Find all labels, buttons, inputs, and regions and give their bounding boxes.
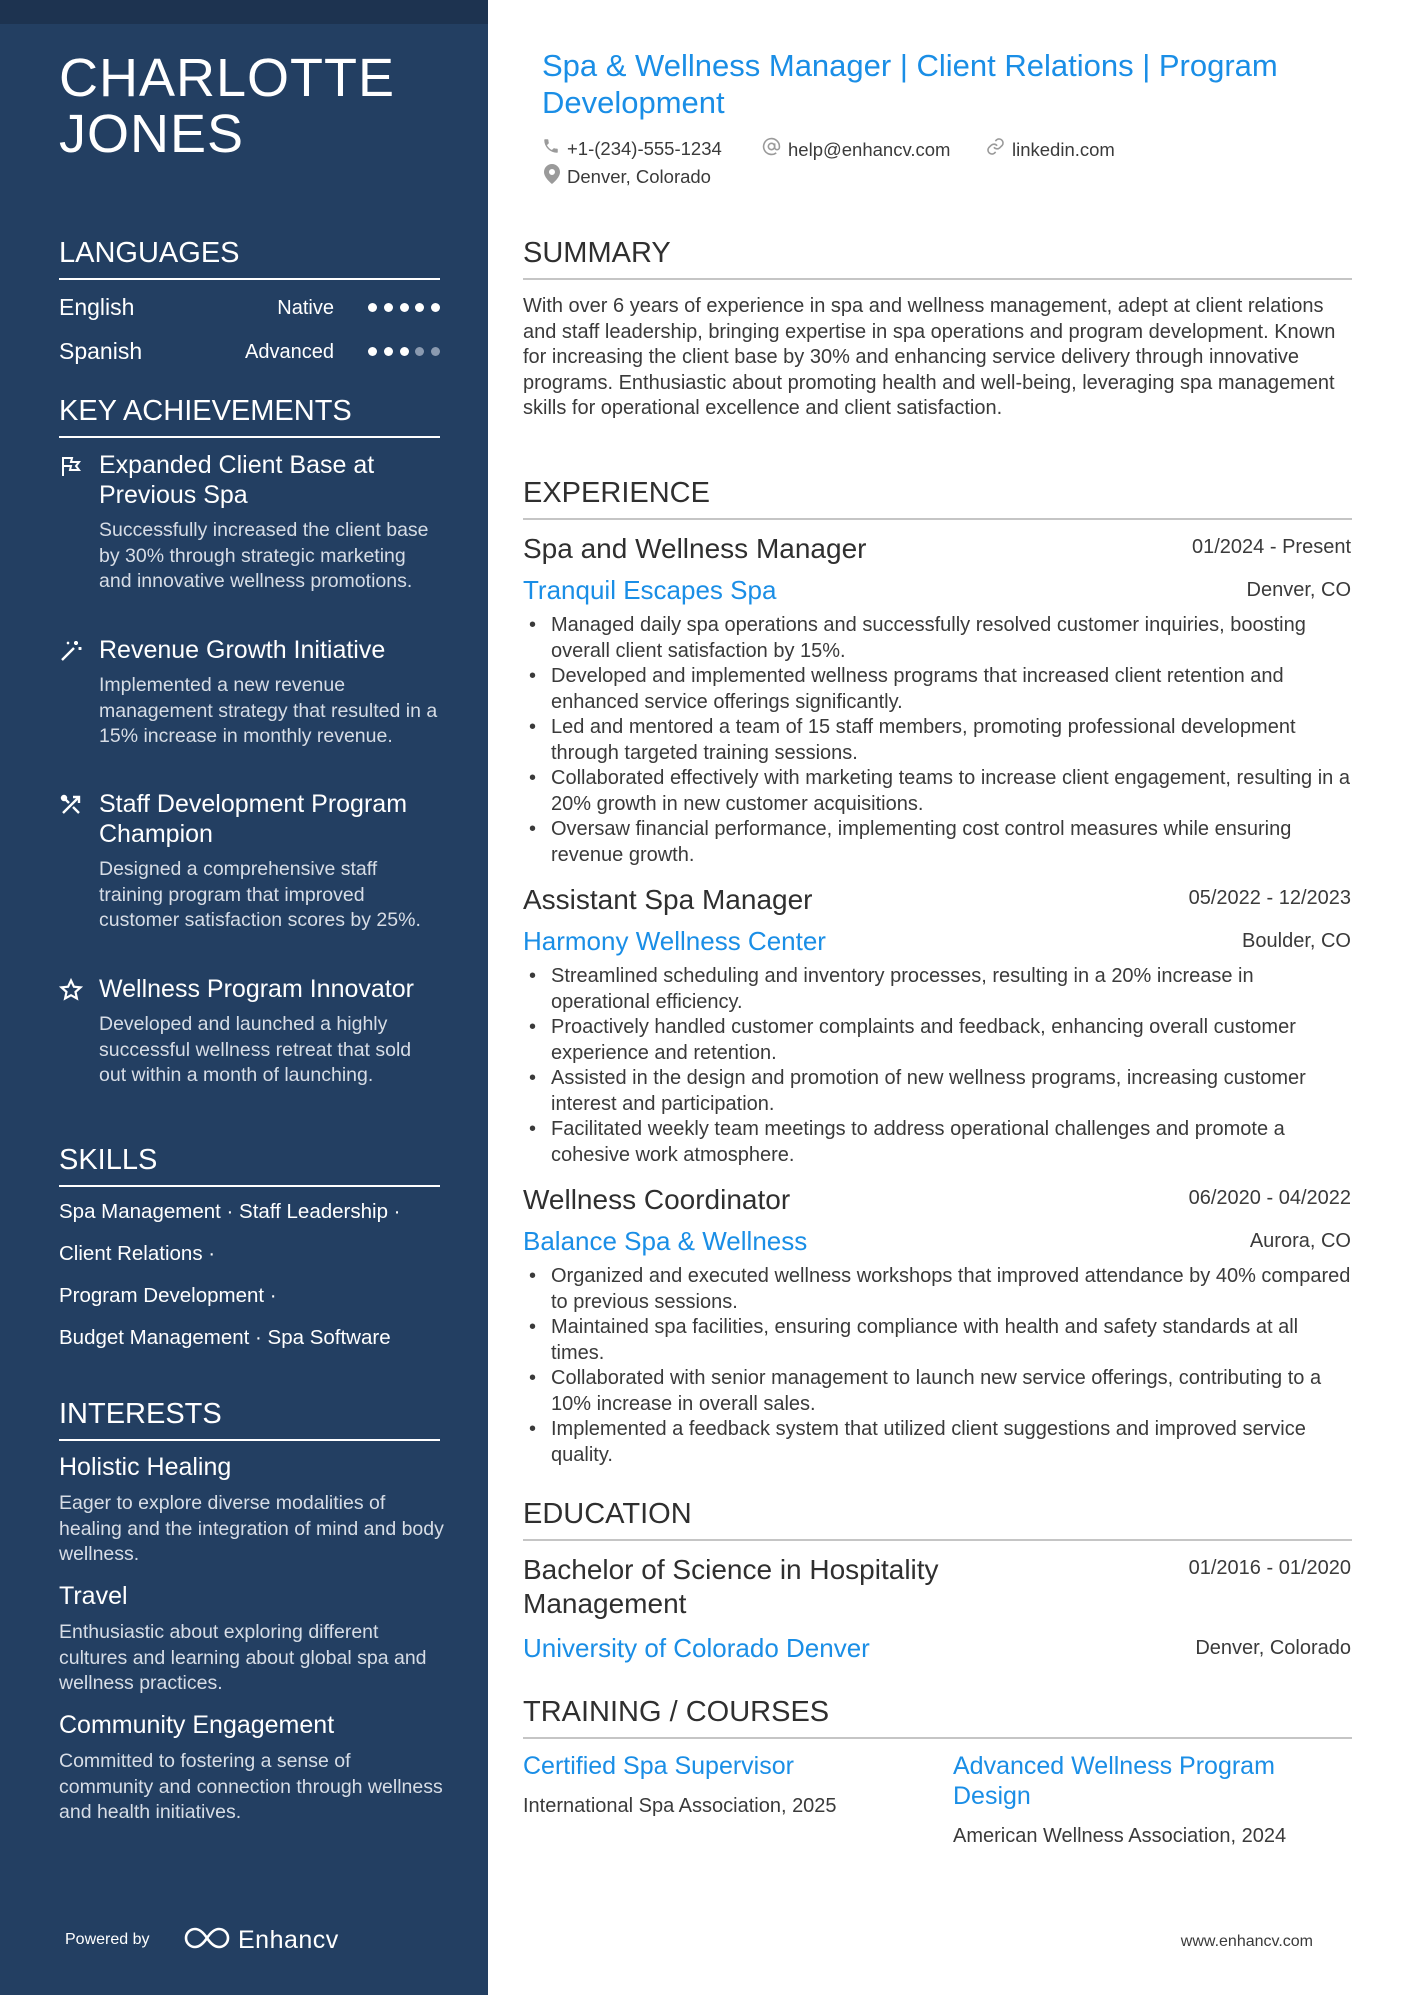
- job-bullet: • Assisted in the design and promotion of new wellness programs, increasing customer interest and participation.: [523, 1066, 1352, 1117]
- job-bullet: • Developed and implemented wellness programs that increased client retention and enhanced service offerings significantly.: [523, 664, 1352, 715]
- languages-heading: LANGUAGES: [59, 236, 440, 280]
- phone-text: +1-(234)-555-1234: [567, 138, 722, 159]
- course-organization: American Wellness Association, 2024: [953, 1825, 1287, 1847]
- summary-text: With over 6 years of experience in spa and wellness management, adept at client relations and staff leadership, bringing expertise in spa operations and program development. Known for increasing the client base by 30% and enhancing service delivery through innovative programs. Enthusiastic about promoting health and well-being, leveraging spa management skills for operational excellence and client satisfaction.: [523, 295, 1336, 419]
- course-title[interactable]: Certified Spa Supervisor: [523, 1752, 794, 1780]
- achievement-title: Wellness Program Innovator: [99, 975, 414, 1003]
- resume-headline: Spa & Wellness Manager | Client Relations | Program Development: [542, 48, 1278, 120]
- interest-title: Travel: [59, 1582, 128, 1610]
- course-title[interactable]: Advanced Wellness Program Design: [953, 1752, 1275, 1810]
- language-name: Spanish: [59, 338, 143, 364]
- interest-description: Enthusiastic about exploring different cultures and learning about global spa and wellness practices.: [59, 1621, 427, 1694]
- skills-line: Spa Management · Staff Leadership ·: [59, 1200, 401, 1223]
- footer-website[interactable]: www.enhancv.com: [1180, 1933, 1313, 1950]
- brand-name: Enhancv: [238, 1925, 339, 1954]
- job-bullet: • Maintained spa facilities, ensuring compliance with health and safety standards at all times.: [523, 1315, 1352, 1366]
- job-location: Aurora, CO: [1249, 1230, 1351, 1252]
- job-bullet: • Managed daily spa operations and successfully resolved customer inquiries, boosting overall client satisfaction by 15%.: [523, 613, 1352, 664]
- infinity-logo-icon: [184, 1926, 230, 1955]
- proficiency-dot-empty: [431, 347, 440, 356]
- linkedin-text: linkedin.com: [1012, 138, 1115, 160]
- contact-linkedin[interactable]: [986, 137, 1115, 162]
- job-dates: 05/2022 - 12/2023: [1188, 887, 1351, 909]
- at-sign-icon: [762, 137, 788, 162]
- achievements-heading: KEY ACHIEVEMENTS: [59, 394, 440, 438]
- star-icon: [59, 978, 83, 1002]
- summary-heading: SUMMARY: [523, 236, 1352, 280]
- job-bullets: [523, 964, 1352, 1168]
- language-level: Native: [277, 297, 334, 319]
- sidebar: [0, 0, 488, 1995]
- language-proficiency-dots: [368, 347, 440, 357]
- achievement-description: Developed and launched a highly successful wellness retreat that sold out within a month of launching.: [99, 1013, 412, 1086]
- phone-icon: [542, 137, 567, 161]
- flag-icon: [59, 454, 83, 478]
- proficiency-dot-filled: [384, 303, 393, 312]
- location-text: Denver, Colorado: [567, 166, 711, 187]
- skills-line: Budget Management · Spa Software: [59, 1326, 391, 1349]
- job-bullet: • Oversaw financial performance, implementing cost control measures while ensuring revenue growth.: [523, 817, 1352, 868]
- enhancv-logo[interactable]: [184, 1922, 339, 1958]
- job-title: Wellness Coordinator: [523, 1184, 791, 1215]
- degree-title: Bachelor of Science in Hospitality Management: [523, 1554, 939, 1619]
- job-dates: 01/2024 - Present: [1192, 536, 1351, 558]
- tools-icon: [59, 793, 83, 817]
- link-icon: [986, 137, 1012, 162]
- powered-by-label: Powered by: [65, 1931, 150, 1948]
- location-pin-icon: [544, 164, 567, 190]
- skills-line: Program Development ·: [59, 1284, 277, 1307]
- job-bullet: • Facilitated weekly team meetings to address operational challenges and promote a cohesive work atmosphere.: [523, 1117, 1352, 1168]
- job-location: Denver, CO: [1246, 579, 1351, 601]
- school-name[interactable]: University of Colorado Denver: [523, 1633, 870, 1663]
- language-row: [59, 292, 440, 322]
- magic-wand-icon: [59, 639, 83, 663]
- education-location: Denver, Colorado: [1195, 1637, 1351, 1659]
- job-bullet: • Organized and executed wellness workshops that improved attendance by 40% compared to previous sessions.: [523, 1264, 1352, 1315]
- achievement-description: Successfully increased the client base by 30% through strategic marketing and innovative wellness promotions.: [99, 519, 429, 592]
- company-name[interactable]: Balance Spa & Wellness: [523, 1226, 808, 1256]
- proficiency-dot-filled: [431, 303, 440, 312]
- company-name[interactable]: Tranquil Escapes Spa: [523, 575, 777, 605]
- language-row: [59, 336, 440, 366]
- candidate-name: CHARLOTTE JONES: [59, 48, 396, 164]
- job-title: Spa and Wellness Manager: [523, 533, 867, 564]
- contact-location: [544, 164, 711, 190]
- job-bullet: • Proactively handled customer complaints and feedback, enhancing overall customer experience and retention.: [523, 1015, 1352, 1066]
- interest-title: Community Engagement: [59, 1711, 335, 1739]
- job-dates: 06/2020 - 04/2022: [1188, 1187, 1351, 1209]
- language-level: Advanced: [245, 341, 334, 363]
- achievement-title: Expanded Client Base at Previous Spa: [99, 451, 375, 509]
- job-location: Boulder, CO: [1242, 930, 1351, 952]
- sidebar-top-strip: [0, 0, 488, 24]
- job-bullets: [523, 613, 1352, 868]
- education-dates: 01/2016 - 01/2020: [1188, 1557, 1351, 1579]
- achievement-description: Designed a comprehensive staff training program that improved customer satisfaction scores by 25%.: [99, 858, 421, 931]
- job-title: Assistant Spa Manager: [523, 884, 813, 915]
- achievement-description: Implemented a new revenue management strategy that resulted in a 15% increase in monthly revenue.: [99, 674, 438, 747]
- education-heading: EDUCATION: [523, 1497, 1352, 1541]
- job-bullet: • Implemented a feedback system that utilized client suggestions and improved service quality.: [523, 1417, 1352, 1468]
- training-heading: TRAINING / COURSES: [523, 1695, 1352, 1739]
- job-bullet: • Streamlined scheduling and inventory processes, resulting in a 20% increase in operational efficiency.: [523, 964, 1352, 1015]
- proficiency-dot-filled: [400, 347, 409, 356]
- proficiency-dot-filled: [368, 303, 377, 312]
- proficiency-dot-filled: [384, 347, 393, 356]
- achievement-title: Staff Development Program Champion: [99, 790, 408, 848]
- job-bullet: • Led and mentored a team of 15 staff members, promoting professional development through targeted training sessions.: [523, 715, 1352, 766]
- job-bullets: [523, 1264, 1352, 1468]
- interest-description: Eager to explore diverse modalities of healing and the integration of mind and body wellness.: [59, 1492, 444, 1565]
- language-proficiency-dots: [368, 303, 440, 313]
- skills-line: Client Relations ·: [59, 1242, 216, 1265]
- proficiency-dot-filled: [400, 303, 409, 312]
- company-name[interactable]: Harmony Wellness Center: [523, 926, 826, 956]
- language-name: English: [59, 294, 135, 320]
- proficiency-dot-empty: [415, 347, 424, 356]
- interest-description: Committed to fostering a sense of community and connection through wellness and health initiatives.: [59, 1750, 443, 1823]
- proficiency-dot-filled: [415, 303, 424, 312]
- achievement-title: Revenue Growth Initiative: [99, 636, 386, 664]
- course-organization: International Spa Association, 2025: [523, 1795, 837, 1817]
- proficiency-dot-filled: [368, 347, 377, 356]
- contact-email[interactable]: [762, 137, 950, 162]
- experience-heading: EXPERIENCE: [523, 476, 1352, 520]
- interest-title: Holistic Healing: [59, 1453, 232, 1481]
- email-text: help@enhancv.com: [788, 138, 951, 160]
- interests-heading: INTERESTS: [59, 1397, 440, 1441]
- job-bullet: • Collaborated with senior management to launch new service offerings, contributing to a 10% increase in overall sales.: [523, 1366, 1352, 1417]
- job-bullet: • Collaborated effectively with marketing teams to increase client engagement, resulting in a 20% growth in new customer acquisitions.: [523, 766, 1352, 817]
- contact-phone[interactable]: [542, 137, 722, 161]
- skills-heading: SKILLS: [59, 1143, 440, 1187]
